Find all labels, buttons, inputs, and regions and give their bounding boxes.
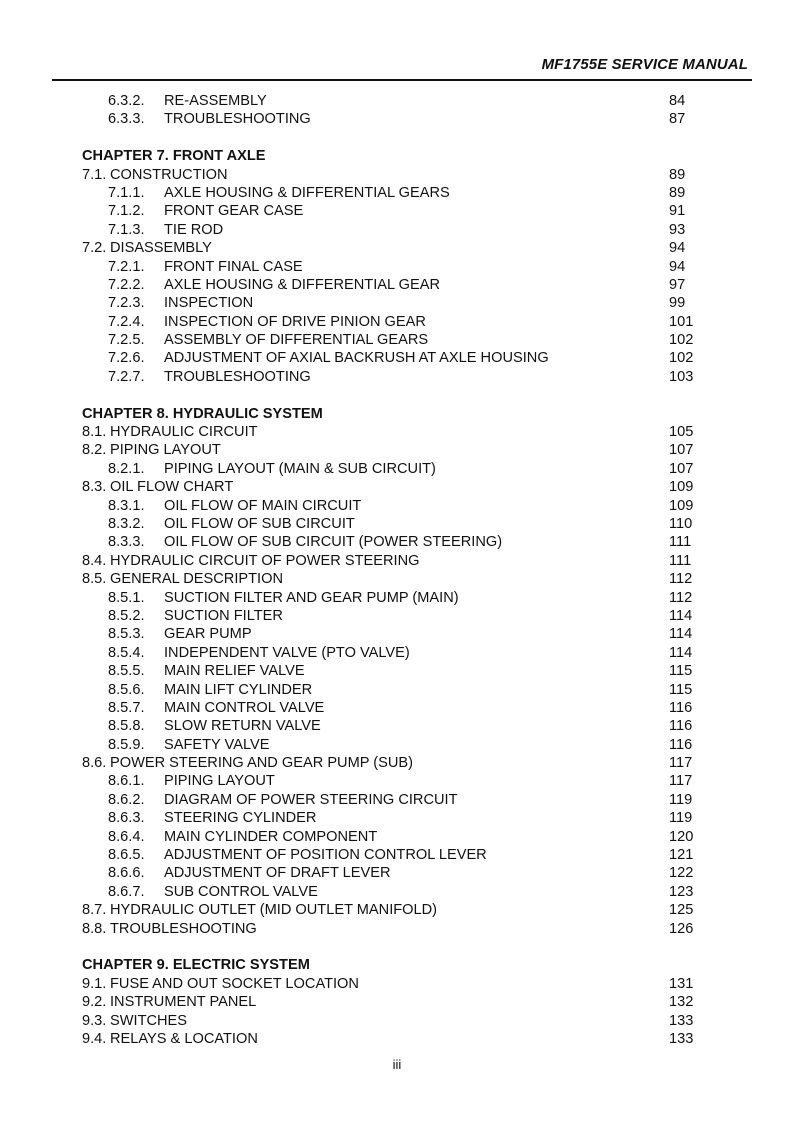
entry-title: HYDRAULIC CIRCUIT OF POWER STEERING <box>110 552 420 569</box>
toc-subentry <box>82 699 712 717</box>
toc-subentry <box>82 883 712 901</box>
entry-page-number: 109 <box>669 497 694 514</box>
entry-number: 8.3.1. <box>108 497 145 514</box>
chapter-title: CHAPTER 7. FRONT AXLE <box>82 148 266 165</box>
toc-subentry <box>82 589 712 607</box>
entry-title: SLOW RETURN VALVE <box>164 718 321 735</box>
entry-title: GENERAL DESCRIPTION <box>110 571 283 588</box>
entry-page-number: 84 <box>669 93 686 109</box>
entry-page-number: 102 <box>669 332 694 349</box>
toc-entry <box>82 920 712 938</box>
toc-subentry <box>82 625 712 643</box>
entry-number: 7.2.5. <box>108 332 145 349</box>
toc-subentry <box>82 221 712 239</box>
entry-title: MAIN RELIEF VALVE <box>164 663 305 680</box>
entry-title: PIPING LAYOUT <box>164 773 275 790</box>
toc-subentry <box>82 772 712 790</box>
entry-number: 8.5.4. <box>108 644 145 661</box>
entry-page-number: 91 <box>669 203 686 220</box>
entry-title: RELAYS & LOCATION <box>110 1030 258 1047</box>
entry-page-number: 125 <box>669 902 694 919</box>
toc-entry <box>82 239 712 257</box>
entry-number: 6.3.3. <box>108 111 145 128</box>
toc-subentry <box>82 736 712 754</box>
entry-title: ASSEMBLY OF DIFFERENTIAL GEARS <box>164 332 429 349</box>
toc-subentry <box>82 110 712 128</box>
entry-page-number: 131 <box>669 975 694 992</box>
toc-subentry <box>82 681 712 699</box>
entry-number: 8.6.3. <box>108 810 145 827</box>
entry-title: PIPING LAYOUT <box>110 442 221 459</box>
entry-page-number: 117 <box>669 773 693 790</box>
entry-title: OIL FLOW OF SUB CIRCUIT <box>164 515 355 532</box>
toc-subentry <box>82 349 712 367</box>
spacer <box>82 129 712 147</box>
entry-title: POWER STEERING AND GEAR PUMP (SUB) <box>110 755 413 772</box>
entry-title: TIE ROD <box>164 221 224 238</box>
entry-number: 7.2.2. <box>108 276 145 293</box>
entry-number: 8.6. <box>82 755 107 772</box>
entry-number: 7.2.7. <box>108 368 145 385</box>
toc-subentry <box>82 184 712 202</box>
toc-entry <box>82 975 712 993</box>
entry-number: 8.2. <box>82 442 107 459</box>
entry-title: FUSE AND OUT SOCKET LOCATION <box>110 975 359 992</box>
entry-number: 8.1. <box>82 424 107 441</box>
entry-title: OIL FLOW CHART <box>110 479 234 496</box>
entry-number: 6.3.2. <box>108 93 145 109</box>
toc-subentry <box>82 460 712 478</box>
entry-number: 8.3. <box>82 479 107 496</box>
entry-number: 8.6.5. <box>108 847 145 864</box>
entry-page-number: 109 <box>669 479 694 496</box>
toc-subentry <box>82 294 712 312</box>
entry-title: HYDRAULIC CIRCUIT <box>110 424 258 441</box>
entry-page-number: 115 <box>669 663 693 680</box>
toc-entry <box>82 901 712 919</box>
toc-entry <box>82 1012 712 1030</box>
toc-entry <box>82 166 712 184</box>
entry-page-number: 112 <box>669 589 693 606</box>
chapter-title: CHAPTER 8. HYDRAULIC SYSTEM <box>82 405 323 422</box>
entry-number: 8.6.6. <box>108 865 145 882</box>
entry-title: SUCTION FILTER <box>164 607 283 624</box>
entry-number: 8.5.3. <box>108 626 145 643</box>
entry-number: 9.2. <box>82 994 107 1011</box>
entry-page-number: 126 <box>669 920 694 937</box>
entry-title: INSPECTION <box>164 295 254 312</box>
entry-number: 8.7. <box>82 902 107 919</box>
toc-subentry <box>82 846 712 864</box>
entry-number: 8.5.9. <box>108 736 145 753</box>
toc-subentry <box>82 828 712 846</box>
entry-title: TROUBLESHOOTING <box>164 368 311 385</box>
entry-number: 7.1.3. <box>108 221 145 238</box>
toc-entry <box>82 441 712 459</box>
entry-page-number: 89 <box>669 166 686 183</box>
entry-number: 8.4. <box>82 552 107 569</box>
toc-subentry <box>82 276 712 294</box>
entry-page-number: 114 <box>669 644 693 661</box>
entry-page-number: 121 <box>669 847 694 864</box>
entry-number: 8.6.1. <box>108 773 145 790</box>
entry-page-number: 119 <box>669 791 693 808</box>
spacer <box>82 386 712 404</box>
table-of-contents <box>82 92 712 1048</box>
entry-page-number: 110 <box>669 515 693 532</box>
toc-subentry <box>82 607 712 625</box>
toc-entry <box>82 754 712 772</box>
entry-number: 8.5. <box>82 571 107 588</box>
entry-title: DIAGRAM OF POWER STEERING CIRCUIT <box>164 791 458 808</box>
entry-number: 7.2.3. <box>108 295 145 312</box>
entry-page-number: 114 <box>669 607 693 624</box>
entry-page-number: 103 <box>669 368 694 385</box>
toc-subentry <box>82 515 712 533</box>
entry-page-number: 89 <box>669 184 686 201</box>
entry-number: 7.1.1. <box>108 184 145 201</box>
entry-number: 8.3.2. <box>108 515 145 532</box>
entry-title: FRONT FINAL CASE <box>164 258 303 275</box>
entry-number: 7.2.1. <box>108 258 145 275</box>
entry-title: SAFETY VALVE <box>164 736 270 753</box>
entry-title: INSTRUMENT PANEL <box>110 994 257 1011</box>
toc-entry <box>82 552 712 570</box>
entry-title: INSPECTION OF DRIVE PINION GEAR <box>164 313 426 330</box>
manual-title: MF1755E SERVICE MANUAL <box>541 56 748 73</box>
entry-page-number: 105 <box>669 424 694 441</box>
entry-title: SUCTION FILTER AND GEAR PUMP (MAIN) <box>164 589 459 606</box>
entry-title: CONSTRUCTION <box>110 166 228 183</box>
toc-subentry <box>82 258 712 276</box>
entry-title: SUB CONTROL VALVE <box>164 883 318 900</box>
entry-page-number: 97 <box>669 276 686 293</box>
entry-number: 9.4. <box>82 1030 107 1047</box>
toc-entry <box>82 478 712 496</box>
entry-title: ADJUSTMENT OF AXIAL BACKRUSH AT AXLE HOUSING <box>164 350 549 367</box>
entry-number: 9.3. <box>82 1012 107 1029</box>
entry-page-number: 116 <box>669 736 693 753</box>
entry-title: ADJUSTMENT OF POSITION CONTROL LEVER <box>164 847 487 864</box>
entry-page-number: 116 <box>669 699 693 716</box>
entry-page-number: 94 <box>669 258 686 275</box>
entry-page-number: 102 <box>669 350 694 367</box>
entry-number: 7.2.6. <box>108 350 145 367</box>
entry-number: 8.8. <box>82 920 107 937</box>
toc-subentry <box>82 497 712 515</box>
entry-page-number: 133 <box>669 1030 694 1047</box>
entry-page-number: 123 <box>669 883 694 900</box>
entry-page-number: 119 <box>669 810 693 827</box>
entry-page-number: 93 <box>669 221 686 238</box>
entry-title: RE-ASSEMBLY <box>164 93 267 109</box>
entry-title: AXLE HOUSING & DIFFERENTIAL GEARS <box>164 184 450 201</box>
entry-page-number: 87 <box>669 111 686 128</box>
page-number: iii <box>392 1057 402 1072</box>
toc-subentry <box>82 331 712 349</box>
toc-subentry <box>82 662 712 680</box>
entry-number: 8.6.7. <box>108 883 145 900</box>
chapter-heading <box>82 147 712 165</box>
entry-title: FRONT GEAR CASE <box>164 203 304 220</box>
toc-subentry <box>82 202 712 220</box>
entry-page-number: 120 <box>669 828 694 845</box>
entry-number: 8.6.2. <box>108 791 145 808</box>
entry-page-number: 111 <box>669 552 692 569</box>
entry-title: STEERING CYLINDER <box>164 810 317 827</box>
entry-title: MAIN CONTROL VALVE <box>164 699 325 716</box>
toc-entry <box>82 570 712 588</box>
entry-number: 7.1.2. <box>108 203 145 220</box>
entry-title: TROUBLESHOOTING <box>164 111 311 128</box>
spacer <box>82 938 712 956</box>
chapter-title: CHAPTER 9. ELECTRIC SYSTEM <box>82 957 310 974</box>
entry-title: AXLE HOUSING & DIFFERENTIAL GEAR <box>164 276 440 293</box>
entry-page-number: 117 <box>669 755 693 772</box>
entry-page-number: 133 <box>669 1012 694 1029</box>
entry-title: OIL FLOW OF SUB CIRCUIT (POWER STEERING) <box>164 534 503 551</box>
toc-subentry <box>82 864 712 882</box>
entry-page-number: 115 <box>669 681 693 698</box>
toc-subentry <box>82 313 712 331</box>
toc-entry <box>82 1030 712 1048</box>
entry-page-number: 132 <box>669 994 694 1011</box>
chapter-heading <box>82 405 712 423</box>
entry-page-number: 101 <box>669 313 694 330</box>
toc-subentry <box>82 791 712 809</box>
entry-number: 8.5.8. <box>108 718 145 735</box>
entry-title: ADJUSTMENT OF DRAFT LEVER <box>164 865 391 882</box>
entry-number: 8.5.6. <box>108 681 145 698</box>
entry-title: PIPING LAYOUT (MAIN & SUB CIRCUIT) <box>164 460 436 477</box>
entry-title: MAIN CYLINDER COMPONENT <box>164 828 378 845</box>
toc-subentry <box>82 368 712 386</box>
entry-page-number: 99 <box>669 295 686 312</box>
entry-page-number: 114 <box>669 626 693 643</box>
entry-page-number: 107 <box>669 442 694 459</box>
entry-number: 8.3.3. <box>108 534 145 551</box>
toc-subentry <box>82 644 712 662</box>
entry-page-number: 116 <box>669 718 693 735</box>
toc-subentry <box>82 92 712 110</box>
toc-subentry <box>82 533 712 551</box>
toc-subentry <box>82 717 712 735</box>
toc-subentry <box>82 809 712 827</box>
entry-page-number: 111 <box>669 534 692 551</box>
entry-title: MAIN LIFT CYLINDER <box>164 681 313 698</box>
entry-title: INDEPENDENT VALVE (PTO VALVE) <box>164 644 410 661</box>
entry-number: 7.1. <box>82 166 107 183</box>
toc-entry <box>82 993 712 1011</box>
entry-number: 8.5.7. <box>108 699 145 716</box>
entry-number: 8.5.1. <box>108 589 145 606</box>
chapter-heading <box>82 956 712 974</box>
entry-title: DISASSEMBLY <box>110 240 212 257</box>
entry-page-number: 107 <box>669 460 694 477</box>
entry-number: 8.2.1. <box>108 460 145 477</box>
entry-page-number: 122 <box>669 865 694 882</box>
toc-entry <box>82 423 712 441</box>
entry-number: 8.6.4. <box>108 828 145 845</box>
entry-page-number: 112 <box>669 571 693 588</box>
entry-title: SWITCHES <box>110 1012 188 1029</box>
header-rule <box>52 79 752 81</box>
entry-number: 7.2. <box>82 240 107 257</box>
entry-title: HYDRAULIC OUTLET (MID OUTLET MANIFOLD) <box>110 902 438 919</box>
entry-number: 9.1. <box>82 975 107 992</box>
entry-title: OIL FLOW OF MAIN CIRCUIT <box>164 497 362 514</box>
entry-number: 8.5.2. <box>108 607 145 624</box>
entry-title: GEAR PUMP <box>164 626 252 643</box>
entry-number: 7.2.4. <box>108 313 145 330</box>
entry-title: TROUBLESHOOTING <box>110 920 257 937</box>
entry-number: 8.5.5. <box>108 663 145 680</box>
entry-page-number: 94 <box>669 240 686 257</box>
